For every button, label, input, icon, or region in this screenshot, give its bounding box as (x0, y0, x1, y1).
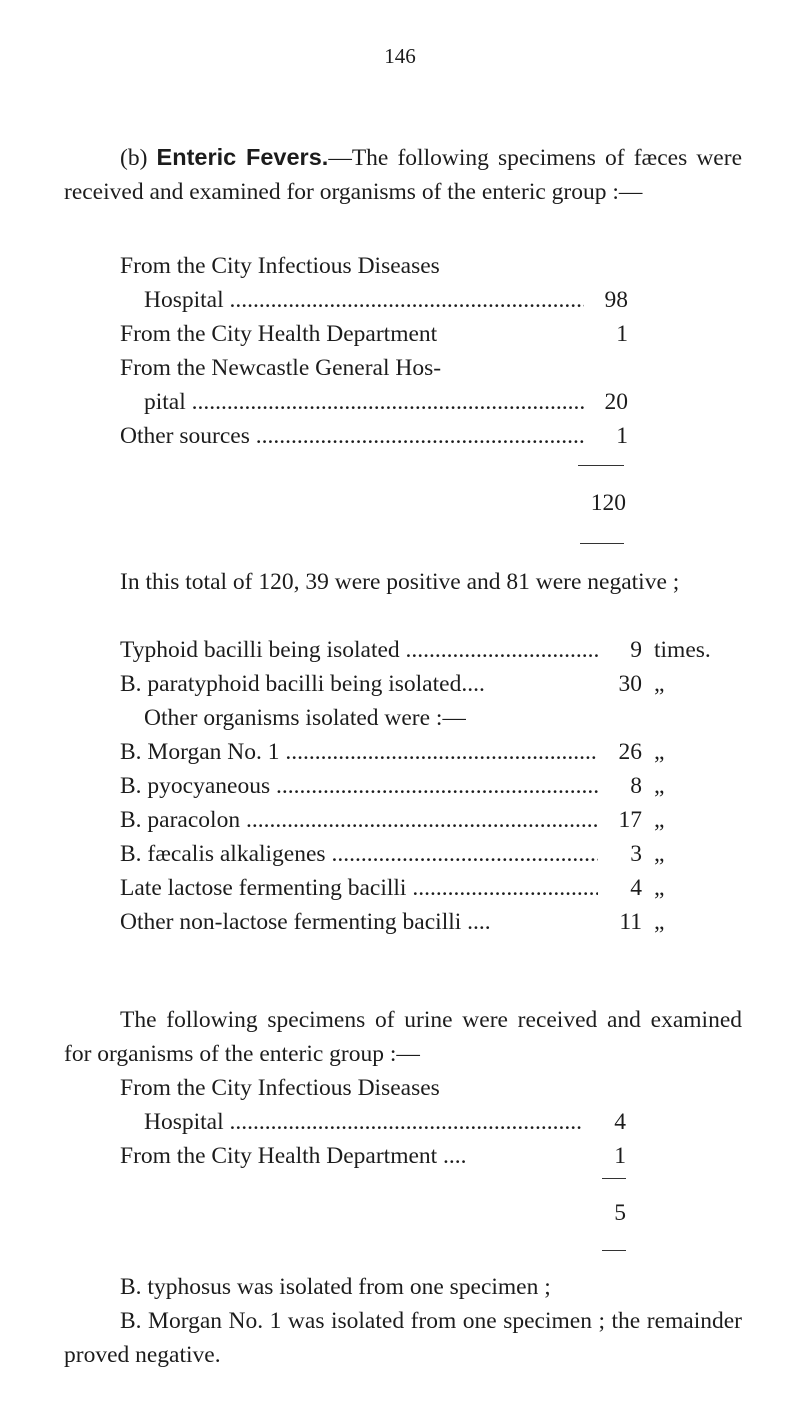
total-rule (602, 1178, 626, 1179)
conclusion-paragraph: B. Morgan No. 1 was isolated from one specimen ; the remainder proved negative. (64, 1308, 742, 1368)
source-count: 4 (614, 1109, 626, 1135)
organism-count: 11 (619, 909, 642, 935)
source-label: From the City Health Department .... (120, 1143, 467, 1169)
section-heading: Enteric Fevers. (156, 144, 329, 170)
organism-count: 26 (618, 739, 642, 765)
isolation-count: 9 (630, 637, 642, 663)
isolation-unit: times. (654, 637, 711, 663)
list-item (120, 837, 742, 871)
isolation-unit: „ (654, 671, 665, 697)
source-label: From the Newcastle General Hos- (120, 355, 442, 381)
list-item (120, 667, 742, 701)
source-label: Hospital ..... (144, 283, 584, 317)
urine-intro-paragraph: The following specimens of urine were received and examined for organisms of the enteric group :— (64, 1007, 742, 1067)
total-rule (602, 1250, 626, 1251)
source-label: Hospital ..... (144, 1105, 582, 1139)
faeces-sources-list (120, 249, 628, 453)
organism-unit: „ (654, 807, 665, 833)
organism-label: B. paracolon ..... (120, 803, 598, 837)
list-item (120, 633, 742, 667)
faeces-intro-paragraph (64, 140, 742, 209)
section-label: (b) (120, 145, 148, 171)
organism-count: 8 (630, 773, 642, 799)
isolation-label: B. paratyphoid bacilli being isolated.... (120, 671, 485, 697)
organism-label: B. fæcalis alkaligenes ..... (120, 837, 598, 871)
list-item (120, 871, 742, 905)
other-organisms-heading: Other organisms isolated were :— (144, 705, 466, 731)
source-label: From the City Infectious Diseases (120, 1075, 440, 1101)
organism-label: B. Morgan No. 1 ..... (120, 735, 598, 769)
organism-unit: „ (654, 875, 665, 901)
organism-unit: „ (654, 909, 665, 935)
source-count: 1 (614, 1143, 626, 1169)
organism-count: 4 (630, 875, 642, 901)
list-item (120, 351, 628, 385)
source-label: pital ..... (144, 385, 584, 419)
list-item (120, 283, 628, 317)
organism-label: Other non-lactose fermenting bacilli .... (120, 909, 491, 935)
results-paragraph: In this total of 120, 39 were positive and 81 were negative ; (120, 569, 680, 595)
organism-count: 3 (630, 841, 642, 867)
list-item (120, 419, 628, 453)
urine-sources-list (120, 1071, 626, 1173)
source-count: 98 (604, 287, 628, 313)
list-item (120, 905, 742, 939)
list-item (120, 735, 742, 769)
conclusion-line: B. typhosus was isolated from one specimen ; (120, 1274, 551, 1300)
organism-count: 17 (618, 807, 642, 833)
isolation-label: Typhoid bacilli being isolated ..... (120, 633, 598, 667)
organism-unit: „ (654, 841, 665, 867)
list-item (120, 1139, 626, 1173)
source-count: 20 (604, 389, 628, 415)
isolation-count: 30 (618, 671, 642, 697)
list-heading (120, 701, 742, 735)
list-item (120, 803, 742, 837)
list-item (120, 317, 628, 351)
source-count: 1 (616, 423, 628, 449)
faeces-intro-text: —The following specimens of fæces were received and examined for organisms of the enteric group :— (64, 145, 742, 205)
source-label: Other sources ..... (120, 419, 584, 453)
source-label: From the City Health Department (120, 321, 438, 347)
source-count: 1 (616, 321, 628, 347)
list-item (120, 385, 628, 419)
list-item (120, 769, 742, 803)
source-label: From the City Infectious Diseases (120, 253, 440, 279)
list-item (120, 249, 628, 283)
list-item (120, 1105, 626, 1139)
urine-total: 5 (614, 1200, 626, 1226)
total-rule (578, 465, 624, 466)
faeces-total: 120 (590, 490, 626, 516)
isolations-list (120, 633, 742, 939)
page-number: 146 (384, 44, 416, 68)
organism-unit: „ (654, 773, 665, 799)
total-rule (580, 543, 624, 544)
organism-unit: „ (654, 739, 665, 765)
list-item (120, 1071, 626, 1105)
organism-label: Late lactose fermenting bacilli ..... (120, 871, 598, 905)
organism-label: B. pyocyaneous ..... (120, 769, 598, 803)
